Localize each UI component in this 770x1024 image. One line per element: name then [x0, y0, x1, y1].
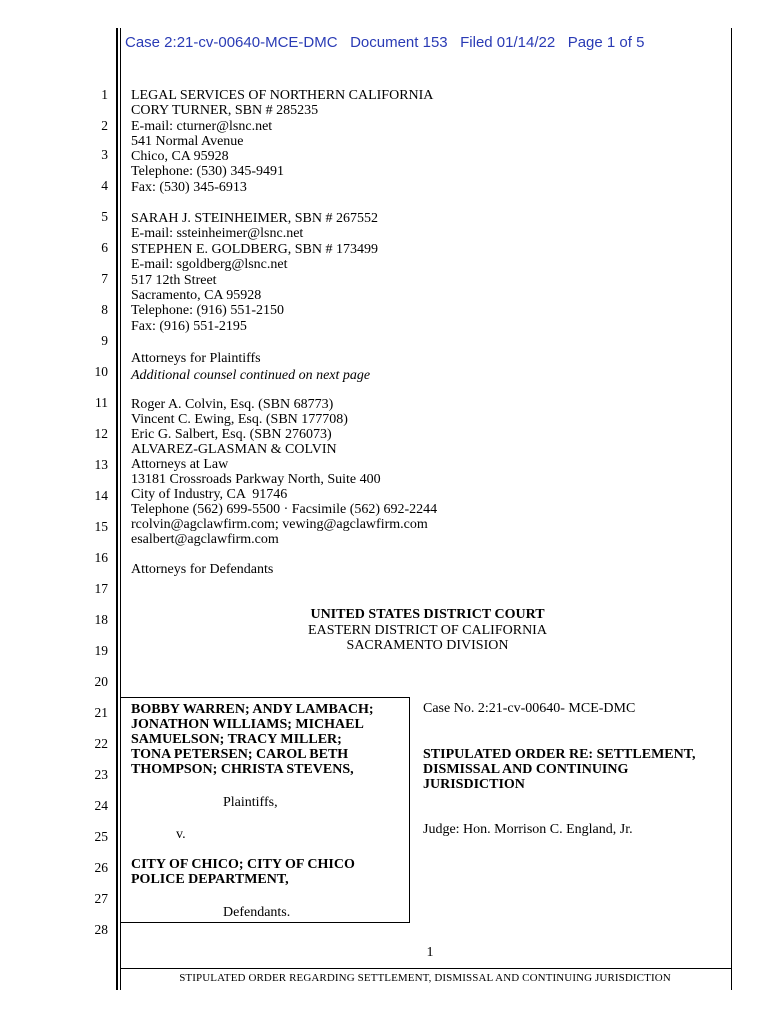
counsel-line: Telephone: (530) 345-9491 [131, 164, 284, 179]
party-line: BOBBY WARREN; ANDY LAMBACH; [131, 702, 374, 717]
counsel-line: Vincent C. Ewing, Esq. (SBN 177708) [131, 412, 348, 427]
line-number: 3 [101, 147, 108, 162]
line-number: 25 [94, 829, 108, 844]
line-number: 1 [101, 87, 108, 102]
counsel-line: CORY TURNER, SBN # 285235 [131, 103, 319, 118]
counsel-line: E-mail: cturner@lsnc.net [131, 119, 273, 134]
court-name: UNITED STATES DISTRICT COURT [310, 607, 545, 622]
counsel-line: Fax: (916) 551-2195 [131, 319, 247, 334]
line-number: 18 [94, 612, 108, 627]
court-district: EASTERN DISTRICT OF CALIFORNIA [308, 623, 547, 638]
court-division: SACRAMENTO DIVISION [346, 638, 509, 653]
line-number: 12 [94, 426, 108, 441]
line-number: 8 [101, 302, 108, 317]
counsel-line: E-mail: sgoldberg@lsnc.net [131, 257, 288, 272]
party-line: TONA PETERSEN; CAROL BETH [131, 747, 349, 762]
party-line: CITY OF CHICO; CITY OF CHICO [131, 857, 355, 872]
counsel-line: 13181 Crossroads Parkway North, Suite 400 [131, 472, 381, 487]
counsel-line: SARAH J. STEINHEIMER, SBN # 267552 [131, 211, 378, 226]
counsel-line: STEPHEN E. GOLDBERG, SBN # 173499 [131, 242, 378, 257]
counsel-line: Fax: (530) 345-6913 [131, 180, 247, 195]
line-number: 17 [94, 581, 108, 596]
line-number: 19 [94, 643, 108, 658]
line-number: 20 [94, 674, 108, 689]
party-line: THOMPSON; CHRISTA STEVENS, [131, 762, 354, 777]
footer-rule [121, 968, 731, 969]
party-line: JONATHON WILLIAMS; MICHAEL [131, 717, 364, 732]
counsel-line: City of Industry, CA 91746 [131, 487, 288, 502]
counsel-line: esalbert@agclawfirm.com [131, 532, 279, 547]
line-number: 22 [94, 736, 108, 751]
party-line: SAMUELSON; TRACY MILLER; [131, 732, 342, 747]
line-number: 23 [94, 767, 108, 782]
page-number: 1 [426, 945, 434, 960]
counsel-line: 541 Normal Avenue [131, 134, 244, 149]
counsel-line: Telephone: (916) 551-2150 [131, 303, 284, 318]
title-line: STIPULATED ORDER RE: SETTLEMENT, [423, 747, 696, 762]
counsel-line: Sacramento, CA 95928 [131, 288, 262, 303]
line-number: 5 [101, 209, 108, 224]
counsel-line: Roger A. Colvin, Esq. (SBN 68773) [131, 397, 334, 412]
line-number: 11 [95, 395, 108, 410]
line-number: 15 [94, 519, 108, 534]
defendants-label: Defendants. [223, 905, 291, 920]
judge: Judge: Hon. Morrison C. England, Jr. [423, 822, 633, 837]
case-number: Case No. 2:21-cv-00640- MCE-DMC [423, 701, 636, 716]
line-number: 26 [94, 860, 108, 875]
additional-counsel-note: Additional counsel continued on next page [131, 368, 371, 383]
line-number: 2 [101, 118, 108, 133]
counsel-line: Eric G. Salbert, Esq. (SBN 276073) [131, 427, 332, 442]
line-number: 6 [101, 240, 108, 255]
title-line: JURISDICTION [423, 777, 525, 792]
attorneys-for-plaintiffs: Attorneys for Plaintiffs [131, 351, 261, 366]
plaintiffs-label: Plaintiffs, [223, 795, 278, 810]
line-number: 21 [94, 705, 108, 720]
counsel-line: ALVAREZ-GLASMAN & COLVIN [131, 442, 337, 457]
counsel-line: Telephone (562) 699-5500 · Facsimile (562) 692-2244 [131, 502, 438, 517]
line-number: 4 [101, 178, 108, 193]
line-number: 24 [94, 798, 108, 813]
counsel-line: Chico, CA 95928 [131, 149, 229, 164]
right-margin-rule [731, 28, 732, 990]
title-line: DISMISSAL AND CONTINUING [423, 762, 629, 777]
attorneys-for-defendants: Attorneys for Defendants [131, 562, 274, 577]
line-number: 27 [94, 891, 108, 906]
line-number: 7 [101, 271, 108, 286]
footer-caption: STIPULATED ORDER REGARDING SETTLEMENT, DISMISSAL AND CONTINUING JURISDICTION [179, 972, 671, 984]
left-margin-double-rule-outer [116, 28, 118, 990]
versus: v. [176, 827, 186, 842]
line-number: 28 [94, 922, 108, 937]
counsel-line: E-mail: ssteinheimer@lsnc.net [131, 226, 304, 241]
counsel-line: 517 12th Street [131, 273, 217, 288]
line-number: 9 [101, 333, 108, 348]
counsel-line: Attorneys at Law [131, 457, 229, 472]
counsel-line: LEGAL SERVICES OF NORTHERN CALIFORNIA [131, 88, 434, 103]
counsel-line: rcolvin@agclawfirm.com; vewing@agclawfirm.com [131, 517, 428, 532]
ecf-header: Case 2:21-cv-00640-MCE-DMC Document 153 Filed 01/14/22 Page 1 of 5 [125, 34, 645, 51]
line-number: 14 [94, 488, 108, 503]
line-number: 13 [94, 457, 108, 472]
party-line: POLICE DEPARTMENT, [131, 872, 289, 887]
line-number: 16 [94, 550, 108, 565]
line-number: 10 [94, 364, 108, 379]
